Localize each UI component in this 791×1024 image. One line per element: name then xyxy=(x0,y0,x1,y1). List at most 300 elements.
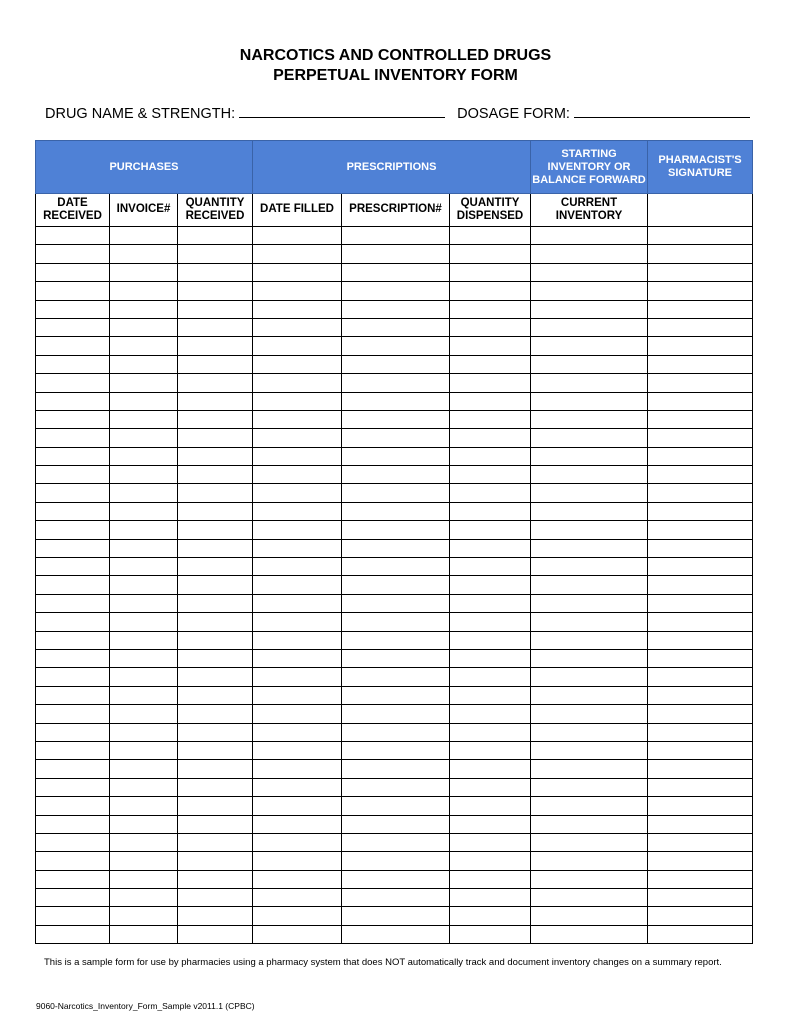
table-cell[interactable] xyxy=(450,282,531,300)
table-cell[interactable] xyxy=(342,355,450,373)
table-cell[interactable] xyxy=(450,521,531,539)
table-cell[interactable] xyxy=(342,539,450,557)
table-cell[interactable] xyxy=(450,245,531,263)
table-cell[interactable] xyxy=(178,631,253,649)
table-cell[interactable] xyxy=(110,227,178,245)
table-cell[interactable] xyxy=(36,925,110,943)
table-cell[interactable] xyxy=(253,613,342,631)
table-cell[interactable] xyxy=(253,318,342,336)
table-cell[interactable] xyxy=(648,282,753,300)
table-cell[interactable] xyxy=(531,392,648,410)
table-cell[interactable] xyxy=(178,318,253,336)
table-cell[interactable] xyxy=(450,337,531,355)
table-cell[interactable] xyxy=(450,227,531,245)
table-cell[interactable] xyxy=(450,833,531,851)
table-cell[interactable] xyxy=(342,282,450,300)
table-cell[interactable] xyxy=(531,227,648,245)
table-cell[interactable] xyxy=(531,429,648,447)
table-cell[interactable] xyxy=(178,833,253,851)
table-cell[interactable] xyxy=(36,889,110,907)
table-cell[interactable] xyxy=(648,263,753,281)
table-cell[interactable] xyxy=(253,594,342,612)
table-cell[interactable] xyxy=(178,227,253,245)
table-cell[interactable] xyxy=(342,631,450,649)
table-cell[interactable] xyxy=(110,392,178,410)
table-cell[interactable] xyxy=(253,649,342,667)
table-cell[interactable] xyxy=(450,907,531,925)
table-cell[interactable] xyxy=(531,300,648,318)
table-cell[interactable] xyxy=(342,484,450,502)
table-cell[interactable] xyxy=(450,447,531,465)
table-cell[interactable] xyxy=(531,760,648,778)
table-cell[interactable] xyxy=(178,815,253,833)
table-cell[interactable] xyxy=(531,870,648,888)
table-cell[interactable] xyxy=(450,723,531,741)
table-cell[interactable] xyxy=(648,521,753,539)
table-cell[interactable] xyxy=(36,686,110,704)
table-cell[interactable] xyxy=(342,723,450,741)
table-cell[interactable] xyxy=(648,723,753,741)
table-cell[interactable] xyxy=(178,889,253,907)
table-cell[interactable] xyxy=(450,889,531,907)
table-cell[interactable] xyxy=(110,723,178,741)
table-cell[interactable] xyxy=(36,502,110,520)
table-cell[interactable] xyxy=(110,558,178,576)
table-cell[interactable] xyxy=(342,521,450,539)
table-cell[interactable] xyxy=(450,558,531,576)
table-cell[interactable] xyxy=(648,245,753,263)
table-cell[interactable] xyxy=(648,870,753,888)
table-cell[interactable] xyxy=(36,723,110,741)
table-cell[interactable] xyxy=(342,833,450,851)
table-cell[interactable] xyxy=(531,466,648,484)
table-cell[interactable] xyxy=(253,631,342,649)
table-cell[interactable] xyxy=(36,705,110,723)
table-cell[interactable] xyxy=(648,374,753,392)
table-cell[interactable] xyxy=(648,741,753,759)
table-cell[interactable] xyxy=(110,649,178,667)
table-cell[interactable] xyxy=(110,502,178,520)
table-cell[interactable] xyxy=(342,337,450,355)
table-cell[interactable] xyxy=(450,318,531,336)
table-cell[interactable] xyxy=(178,282,253,300)
table-cell[interactable] xyxy=(342,558,450,576)
table-cell[interactable] xyxy=(36,337,110,355)
table-cell[interactable] xyxy=(342,870,450,888)
table-cell[interactable] xyxy=(342,318,450,336)
table-cell[interactable] xyxy=(531,925,648,943)
table-cell[interactable] xyxy=(342,613,450,631)
table-cell[interactable] xyxy=(253,558,342,576)
table-cell[interactable] xyxy=(36,613,110,631)
table-cell[interactable] xyxy=(178,907,253,925)
table-cell[interactable] xyxy=(531,741,648,759)
table-cell[interactable] xyxy=(450,502,531,520)
table-cell[interactable] xyxy=(450,686,531,704)
table-cell[interactable] xyxy=(531,797,648,815)
table-cell[interactable] xyxy=(531,576,648,594)
table-cell[interactable] xyxy=(342,797,450,815)
table-cell[interactable] xyxy=(36,374,110,392)
table-cell[interactable] xyxy=(178,410,253,428)
table-cell[interactable] xyxy=(110,576,178,594)
table-cell[interactable] xyxy=(531,613,648,631)
table-cell[interactable] xyxy=(531,778,648,796)
table-cell[interactable] xyxy=(110,484,178,502)
table-cell[interactable] xyxy=(110,852,178,870)
table-cell[interactable] xyxy=(450,760,531,778)
table-cell[interactable] xyxy=(342,245,450,263)
table-cell[interactable] xyxy=(36,797,110,815)
table-cell[interactable] xyxy=(342,815,450,833)
table-cell[interactable] xyxy=(531,355,648,373)
table-cell[interactable] xyxy=(531,484,648,502)
table-cell[interactable] xyxy=(450,300,531,318)
table-cell[interactable] xyxy=(531,723,648,741)
table-cell[interactable] xyxy=(450,925,531,943)
table-cell[interactable] xyxy=(178,705,253,723)
table-cell[interactable] xyxy=(253,907,342,925)
table-cell[interactable] xyxy=(110,870,178,888)
drug-name-field[interactable] xyxy=(239,105,445,118)
table-cell[interactable] xyxy=(450,852,531,870)
table-cell[interactable] xyxy=(450,705,531,723)
table-cell[interactable] xyxy=(178,686,253,704)
table-cell[interactable] xyxy=(253,815,342,833)
table-cell[interactable] xyxy=(450,466,531,484)
table-cell[interactable] xyxy=(253,466,342,484)
table-cell[interactable] xyxy=(648,337,753,355)
table-cell[interactable] xyxy=(648,576,753,594)
table-cell[interactable] xyxy=(648,447,753,465)
table-cell[interactable] xyxy=(253,355,342,373)
table-cell[interactable] xyxy=(110,668,178,686)
table-cell[interactable] xyxy=(110,447,178,465)
table-cell[interactable] xyxy=(450,741,531,759)
table-cell[interactable] xyxy=(342,760,450,778)
table-cell[interactable] xyxy=(342,576,450,594)
table-cell[interactable] xyxy=(253,797,342,815)
table-cell[interactable] xyxy=(178,300,253,318)
table-cell[interactable] xyxy=(178,521,253,539)
table-cell[interactable] xyxy=(648,797,753,815)
table-cell[interactable] xyxy=(531,686,648,704)
table-cell[interactable] xyxy=(36,760,110,778)
table-cell[interactable] xyxy=(531,852,648,870)
table-cell[interactable] xyxy=(253,778,342,796)
table-cell[interactable] xyxy=(531,594,648,612)
table-cell[interactable] xyxy=(342,668,450,686)
table-cell[interactable] xyxy=(531,337,648,355)
table-cell[interactable] xyxy=(531,889,648,907)
table-cell[interactable] xyxy=(110,889,178,907)
table-cell[interactable] xyxy=(450,649,531,667)
table-cell[interactable] xyxy=(110,760,178,778)
table-cell[interactable] xyxy=(342,263,450,281)
table-cell[interactable] xyxy=(648,852,753,870)
table-cell[interactable] xyxy=(178,263,253,281)
table-cell[interactable] xyxy=(253,852,342,870)
table-cell[interactable] xyxy=(531,558,648,576)
table-cell[interactable] xyxy=(342,392,450,410)
table-cell[interactable] xyxy=(450,374,531,392)
table-cell[interactable] xyxy=(253,539,342,557)
table-cell[interactable] xyxy=(450,613,531,631)
table-cell[interactable] xyxy=(110,300,178,318)
table-cell[interactable] xyxy=(36,484,110,502)
table-cell[interactable] xyxy=(253,410,342,428)
table-cell[interactable] xyxy=(342,649,450,667)
table-cell[interactable] xyxy=(648,613,753,631)
table-cell[interactable] xyxy=(450,392,531,410)
table-cell[interactable] xyxy=(648,300,753,318)
table-cell[interactable] xyxy=(253,227,342,245)
table-cell[interactable] xyxy=(450,410,531,428)
table-cell[interactable] xyxy=(36,429,110,447)
table-cell[interactable] xyxy=(178,466,253,484)
table-cell[interactable] xyxy=(110,833,178,851)
table-cell[interactable] xyxy=(36,852,110,870)
table-cell[interactable] xyxy=(110,778,178,796)
table-cell[interactable] xyxy=(253,760,342,778)
table-cell[interactable] xyxy=(253,429,342,447)
table-cell[interactable] xyxy=(36,539,110,557)
table-cell[interactable] xyxy=(36,282,110,300)
table-cell[interactable] xyxy=(253,337,342,355)
table-cell[interactable] xyxy=(648,594,753,612)
table-cell[interactable] xyxy=(450,631,531,649)
table-cell[interactable] xyxy=(36,631,110,649)
table-cell[interactable] xyxy=(178,797,253,815)
table-cell[interactable] xyxy=(178,484,253,502)
table-cell[interactable] xyxy=(110,521,178,539)
table-cell[interactable] xyxy=(531,631,648,649)
table-cell[interactable] xyxy=(648,558,753,576)
table-cell[interactable] xyxy=(110,282,178,300)
table-cell[interactable] xyxy=(36,594,110,612)
table-cell[interactable] xyxy=(342,300,450,318)
table-cell[interactable] xyxy=(648,410,753,428)
dosage-form-field[interactable] xyxy=(574,105,750,118)
table-cell[interactable] xyxy=(342,852,450,870)
table-cell[interactable] xyxy=(178,558,253,576)
table-cell[interactable] xyxy=(450,263,531,281)
table-cell[interactable] xyxy=(178,374,253,392)
table-cell[interactable] xyxy=(531,282,648,300)
table-cell[interactable] xyxy=(110,705,178,723)
table-cell[interactable] xyxy=(178,539,253,557)
table-cell[interactable] xyxy=(36,870,110,888)
table-cell[interactable] xyxy=(36,466,110,484)
table-cell[interactable] xyxy=(110,410,178,428)
table-cell[interactable] xyxy=(531,907,648,925)
table-cell[interactable] xyxy=(648,907,753,925)
table-cell[interactable] xyxy=(253,245,342,263)
table-cell[interactable] xyxy=(178,613,253,631)
table-cell[interactable] xyxy=(342,410,450,428)
table-cell[interactable] xyxy=(178,852,253,870)
table-cell[interactable] xyxy=(110,797,178,815)
table-cell[interactable] xyxy=(253,925,342,943)
table-cell[interactable] xyxy=(253,447,342,465)
table-cell[interactable] xyxy=(110,429,178,447)
table-cell[interactable] xyxy=(110,539,178,557)
table-cell[interactable] xyxy=(342,686,450,704)
table-cell[interactable] xyxy=(342,466,450,484)
table-cell[interactable] xyxy=(110,613,178,631)
table-cell[interactable] xyxy=(648,227,753,245)
table-cell[interactable] xyxy=(110,594,178,612)
table-cell[interactable] xyxy=(36,447,110,465)
table-cell[interactable] xyxy=(342,594,450,612)
table-cell[interactable] xyxy=(648,686,753,704)
table-cell[interactable] xyxy=(36,263,110,281)
table-cell[interactable] xyxy=(36,355,110,373)
table-cell[interactable] xyxy=(648,484,753,502)
table-cell[interactable] xyxy=(178,649,253,667)
table-cell[interactable] xyxy=(253,668,342,686)
table-cell[interactable] xyxy=(648,355,753,373)
table-cell[interactable] xyxy=(450,778,531,796)
table-cell[interactable] xyxy=(648,631,753,649)
table-cell[interactable] xyxy=(531,245,648,263)
table-cell[interactable] xyxy=(531,815,648,833)
table-cell[interactable] xyxy=(36,668,110,686)
table-cell[interactable] xyxy=(178,741,253,759)
table-cell[interactable] xyxy=(450,355,531,373)
table-cell[interactable] xyxy=(36,576,110,594)
table-cell[interactable] xyxy=(342,447,450,465)
table-cell[interactable] xyxy=(648,925,753,943)
table-cell[interactable] xyxy=(36,741,110,759)
table-cell[interactable] xyxy=(253,870,342,888)
table-cell[interactable] xyxy=(110,263,178,281)
table-cell[interactable] xyxy=(531,668,648,686)
table-cell[interactable] xyxy=(253,300,342,318)
table-cell[interactable] xyxy=(648,778,753,796)
table-cell[interactable] xyxy=(648,705,753,723)
table-cell[interactable] xyxy=(342,502,450,520)
table-cell[interactable] xyxy=(178,355,253,373)
table-cell[interactable] xyxy=(450,576,531,594)
table-cell[interactable] xyxy=(648,833,753,851)
table-cell[interactable] xyxy=(253,392,342,410)
table-cell[interactable] xyxy=(648,668,753,686)
table-cell[interactable] xyxy=(178,870,253,888)
table-cell[interactable] xyxy=(342,705,450,723)
table-cell[interactable] xyxy=(253,502,342,520)
table-cell[interactable] xyxy=(253,741,342,759)
table-cell[interactable] xyxy=(110,925,178,943)
table-cell[interactable] xyxy=(178,447,253,465)
table-cell[interactable] xyxy=(450,797,531,815)
table-cell[interactable] xyxy=(648,649,753,667)
table-cell[interactable] xyxy=(450,668,531,686)
table-cell[interactable] xyxy=(178,594,253,612)
table-cell[interactable] xyxy=(531,502,648,520)
table-cell[interactable] xyxy=(342,889,450,907)
table-cell[interactable] xyxy=(36,521,110,539)
table-cell[interactable] xyxy=(36,410,110,428)
table-cell[interactable] xyxy=(253,889,342,907)
table-cell[interactable] xyxy=(342,374,450,392)
table-cell[interactable] xyxy=(110,355,178,373)
table-cell[interactable] xyxy=(253,484,342,502)
table-cell[interactable] xyxy=(110,741,178,759)
table-cell[interactable] xyxy=(531,833,648,851)
table-cell[interactable] xyxy=(178,337,253,355)
table-cell[interactable] xyxy=(450,484,531,502)
table-cell[interactable] xyxy=(531,410,648,428)
table-cell[interactable] xyxy=(531,705,648,723)
table-cell[interactable] xyxy=(342,429,450,447)
table-cell[interactable] xyxy=(450,815,531,833)
table-cell[interactable] xyxy=(648,429,753,447)
table-cell[interactable] xyxy=(531,318,648,336)
table-cell[interactable] xyxy=(178,429,253,447)
table-cell[interactable] xyxy=(36,558,110,576)
table-cell[interactable] xyxy=(253,686,342,704)
table-cell[interactable] xyxy=(178,245,253,263)
table-cell[interactable] xyxy=(110,245,178,263)
table-cell[interactable] xyxy=(253,521,342,539)
table-cell[interactable] xyxy=(648,502,753,520)
table-cell[interactable] xyxy=(648,539,753,557)
table-cell[interactable] xyxy=(110,337,178,355)
table-cell[interactable] xyxy=(178,502,253,520)
table-cell[interactable] xyxy=(253,576,342,594)
table-cell[interactable] xyxy=(648,815,753,833)
table-cell[interactable] xyxy=(648,466,753,484)
table-cell[interactable] xyxy=(110,815,178,833)
table-cell[interactable] xyxy=(36,833,110,851)
table-cell[interactable] xyxy=(36,392,110,410)
table-cell[interactable] xyxy=(110,907,178,925)
table-cell[interactable] xyxy=(178,576,253,594)
table-cell[interactable] xyxy=(450,870,531,888)
table-cell[interactable] xyxy=(36,815,110,833)
table-cell[interactable] xyxy=(648,889,753,907)
table-cell[interactable] xyxy=(531,447,648,465)
table-cell[interactable] xyxy=(36,907,110,925)
table-cell[interactable] xyxy=(342,741,450,759)
table-cell[interactable] xyxy=(36,245,110,263)
table-cell[interactable] xyxy=(36,318,110,336)
table-cell[interactable] xyxy=(253,723,342,741)
table-cell[interactable] xyxy=(253,374,342,392)
table-cell[interactable] xyxy=(36,300,110,318)
table-cell[interactable] xyxy=(110,686,178,704)
table-cell[interactable] xyxy=(253,263,342,281)
table-cell[interactable] xyxy=(531,521,648,539)
table-cell[interactable] xyxy=(178,925,253,943)
table-cell[interactable] xyxy=(178,760,253,778)
table-cell[interactable] xyxy=(450,429,531,447)
table-cell[interactable] xyxy=(531,649,648,667)
table-cell[interactable] xyxy=(253,833,342,851)
table-cell[interactable] xyxy=(531,374,648,392)
table-cell[interactable] xyxy=(253,705,342,723)
table-cell[interactable] xyxy=(342,227,450,245)
table-cell[interactable] xyxy=(342,925,450,943)
table-cell[interactable] xyxy=(450,539,531,557)
table-cell[interactable] xyxy=(531,539,648,557)
table-cell[interactable] xyxy=(648,392,753,410)
table-cell[interactable] xyxy=(110,374,178,392)
table-cell[interactable] xyxy=(648,318,753,336)
table-cell[interactable] xyxy=(178,392,253,410)
table-cell[interactable] xyxy=(36,227,110,245)
